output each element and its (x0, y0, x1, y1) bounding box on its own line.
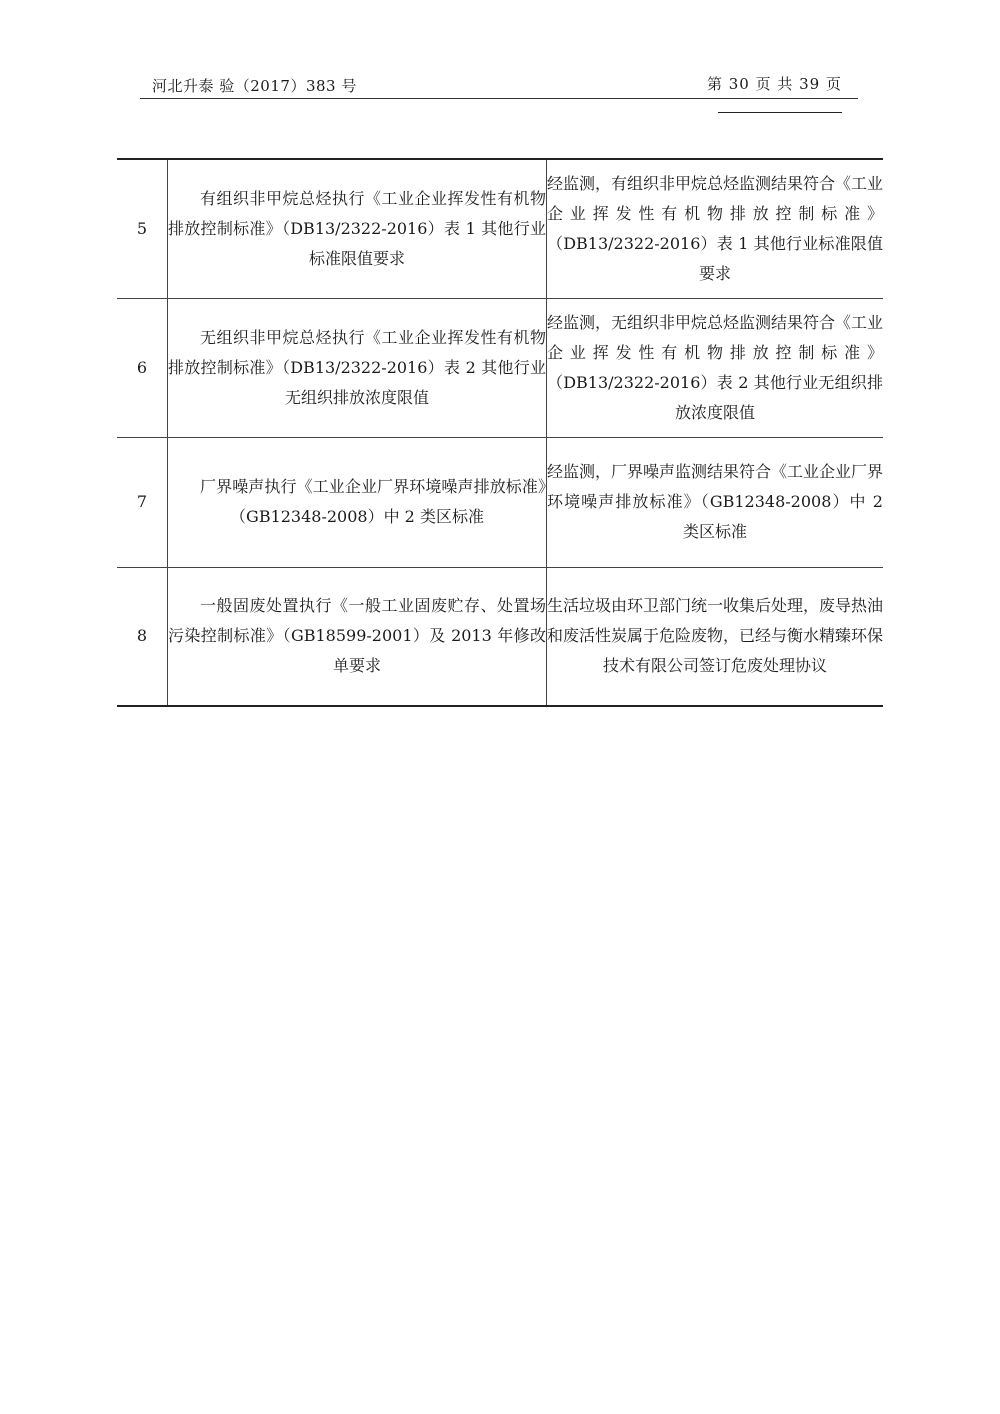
row-number: 8 (117, 567, 168, 706)
compliance-table (117, 158, 883, 707)
result-cell: 生活垃圾由环卫部门统一收集后处理，废导热油和废活性炭属于危险废物，已经与衡水精臻环保技术有限公司签订危废处理协议 (547, 567, 884, 706)
table-row (117, 159, 883, 298)
result-cell: 经监测，有组织非甲烷总烃监测结果符合《工业企业挥发性有机物排放控制标准》（DB13/2322-2016）表 1 其他行业标准限值要求 (547, 159, 884, 298)
document-reference: 河北升泰 验（2017）383 号 (152, 77, 357, 95)
row-number: 5 (117, 159, 168, 298)
requirement-cell: 无组织非甲烷总烃执行《工业企业挥发性有机物排放控制标准》（DB13/2322-2016）表 2 其他行业无组织排放浓度限值 (168, 298, 547, 437)
result-cell: 经监测，无组织非甲烷总烃监测结果符合《工业企业挥发性有机物排放控制标准》（DB13/2322-2016）表 2 其他行业无组织排放浓度限值 (547, 298, 884, 437)
row-number: 6 (117, 298, 168, 437)
table-row (117, 567, 883, 706)
requirement-cell: 厂界噪声执行《工业企业厂界环境噪声排放标准》（GB12348-2008）中 2 类区标准 (168, 437, 547, 567)
header-rule (140, 98, 858, 99)
table-row (117, 298, 883, 437)
row-number: 7 (117, 437, 168, 567)
header-subrule (718, 112, 842, 113)
requirement-cell: 一般固废处置执行《一般工业固废贮存、处置场污染控制标准》（GB18599-2001）及 2013 年修改单要求 (168, 567, 547, 706)
page-number: 第 30 页 共 39 页 (706, 75, 842, 93)
table-row (117, 437, 883, 567)
requirement-cell: 有组织非甲烷总烃执行《工业企业挥发性有机物排放控制标准》（DB13/2322-2016）表 1 其他行业标准限值要求 (168, 159, 547, 298)
result-cell: 经监测，厂界噪声监测结果符合《工业企业厂界环境噪声排放标准》（GB12348-2008）中 2 类区标准 (547, 437, 884, 567)
